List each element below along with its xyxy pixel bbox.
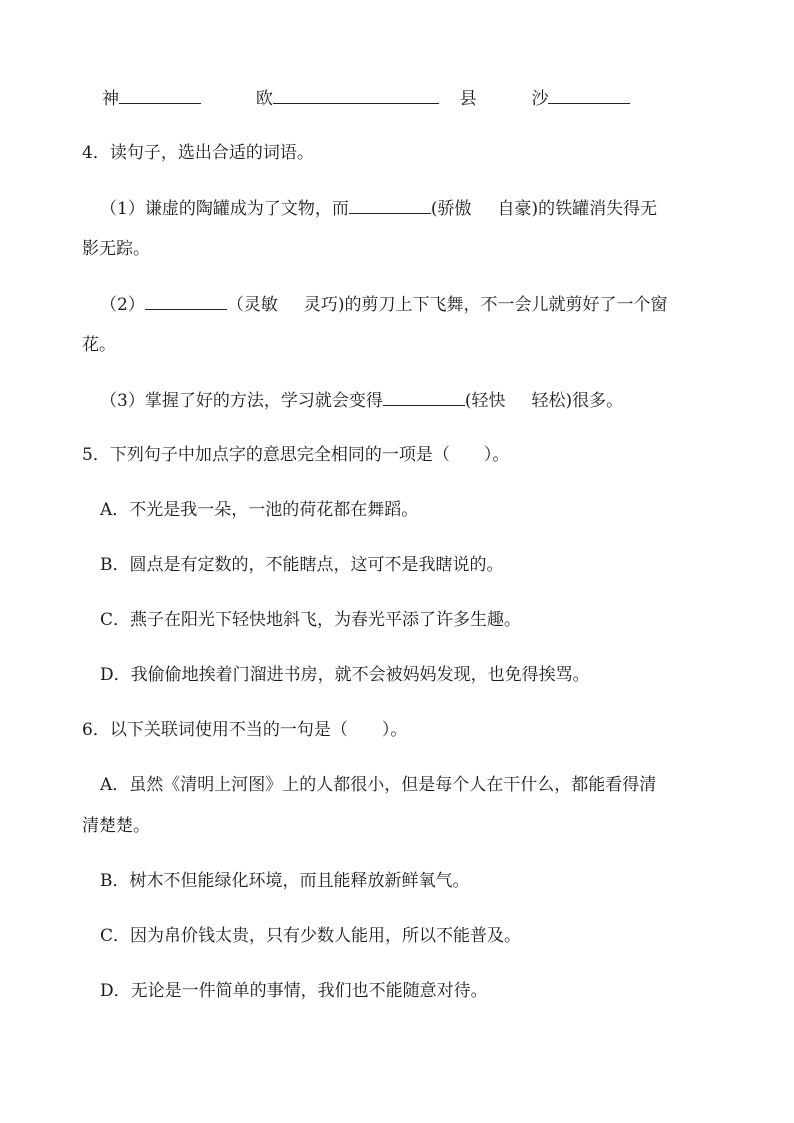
q5-option-d[interactable]: D．我偷偷地挨着门溜进书房，就不会被妈妈发现，也免得挨骂。 bbox=[100, 665, 590, 685]
q5-option-c[interactable]: C．燕子在阳光下轻快地斜飞，为春光平添了许多生趣。 bbox=[100, 610, 522, 630]
q6-option-a[interactable]: A．虽然《清明上河图》上的人都很小，但是每个人在干什么，都能看得清 bbox=[100, 775, 657, 795]
q4-sentence-2 bbox=[100, 292, 667, 317]
q4-sentence-2-cont: 花。 bbox=[82, 335, 116, 355]
blank-shen[interactable] bbox=[119, 86, 201, 104]
q4-title: 4．读句子，选出合适的词语。 bbox=[82, 143, 314, 163]
fill-row bbox=[102, 86, 630, 111]
q4-s3-option-1: (轻快 bbox=[464, 391, 506, 411]
q6-title: 6．以下关联词使用不当的一句是（ ）。 bbox=[82, 720, 408, 740]
q4-s1-blank[interactable] bbox=[349, 196, 431, 214]
char-shen: 神 bbox=[102, 89, 119, 109]
q4-s2-text-c: 灵巧)的剪刀上下飞舞，不一会儿就剪好了一个窗 bbox=[303, 295, 668, 315]
q6-option-a-cont: 清楚楚。 bbox=[82, 816, 150, 836]
q4-sentence-1 bbox=[100, 196, 657, 221]
blank-sha[interactable] bbox=[548, 86, 630, 104]
q5-option-b[interactable]: B．圆点是有定数的，不能瞎点，这可不是我瞎说的。 bbox=[100, 555, 504, 575]
q4-s1-text-c: 自豪)的铁罐消失得无 bbox=[497, 199, 658, 219]
q4-s2-text-a: （2） bbox=[100, 295, 145, 315]
q5-option-a[interactable]: A．不光是我一朵，一池的荷花都在舞蹈。 bbox=[100, 500, 419, 520]
q4-s2-blank[interactable] bbox=[145, 292, 227, 310]
q4-s3-text-a: （3）掌握了好的方法，学习就会变得 bbox=[100, 391, 383, 411]
q4-s1-option-1: (骄傲 bbox=[430, 199, 472, 219]
char-sha: 沙 bbox=[531, 89, 549, 109]
q4-s1-text-a: （1）谦虚的陶罐成为了文物，而 bbox=[100, 199, 349, 219]
char-ou: 欧 bbox=[255, 89, 273, 109]
char-xian: 县 bbox=[459, 89, 477, 109]
q4-sentence-1-cont: 影无踪。 bbox=[82, 239, 150, 259]
q4-s2-option-1: （灵敏 bbox=[226, 295, 278, 315]
q6-option-d[interactable]: D．无论是一件简单的事情，我们也不能随意对待。 bbox=[100, 981, 488, 1001]
q6-option-b[interactable]: B．树木不但能绿化环境，而且能释放新鲜氧气。 bbox=[100, 871, 470, 891]
q4-s3-text-c: 轻松)很多。 bbox=[531, 391, 624, 411]
q5-title: 5．下列句子中加点字的意思完全相同的一项是（ ）。 bbox=[82, 445, 510, 465]
blank-ou[interactable] bbox=[273, 86, 439, 104]
q6-option-c[interactable]: C．因为帛价钱太贵，只有少数人能用，所以不能普及。 bbox=[100, 926, 522, 946]
q4-sentence-3 bbox=[100, 388, 623, 413]
q4-s3-blank[interactable] bbox=[383, 388, 465, 406]
